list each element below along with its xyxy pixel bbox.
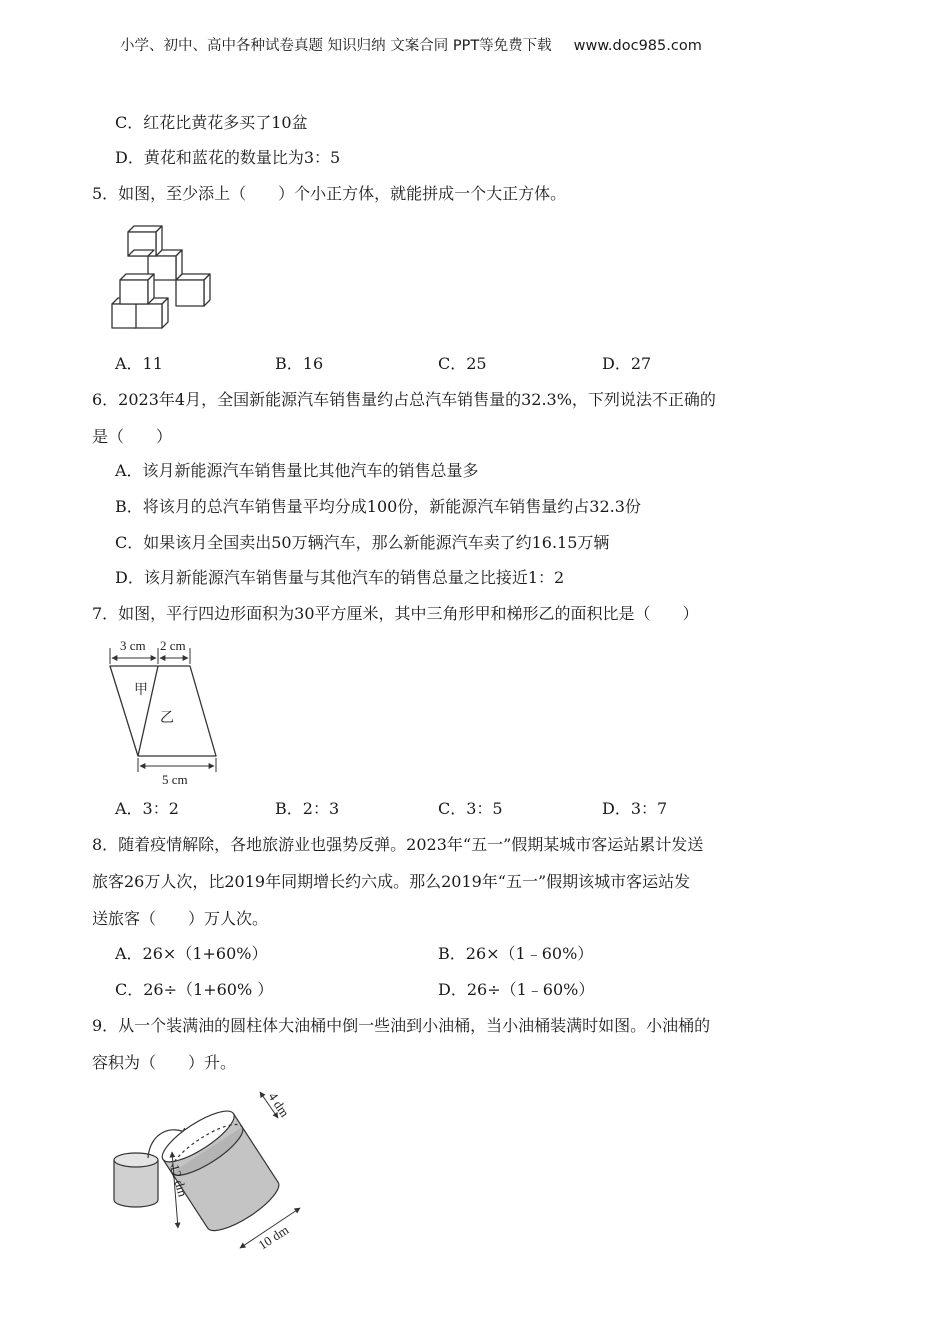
q7-stem: 7．如图，平行四边形面积为30平方厘米，其中三角形甲和梯形乙的面积比是（ ） [92, 604, 699, 623]
q7-region-yi: 乙 [160, 711, 174, 726]
q8-option-b[interactable]: B．26×（1﹣60%） [438, 944, 594, 963]
q7-option-c[interactable]: C．3：5 [438, 799, 503, 818]
q8-stem-line1: 8．随着疫情解除，各地旅游业也强势反弹。2023年“五一”假期某城市客运站累计发送 [92, 835, 704, 854]
q9-stem-line2: 容积为（ ）升。 [92, 1053, 237, 1072]
q4-option-d[interactable]: D．黄花和蓝花的数量比为3：5 [115, 148, 341, 167]
q9-oil-barrel-figure [108, 1088, 318, 1254]
q9-label-length: 10 dm [255, 1222, 292, 1253]
q6-option-d[interactable]: D．该月新能源汽车销售量与其他汽车的销售总量之比接近1：2 [115, 568, 565, 587]
q7-region-jia: 甲 [134, 683, 148, 698]
q7-option-d[interactable]: D．3：7 [602, 799, 668, 818]
q6-stem-line2: 是（ ） [92, 427, 173, 446]
q6-stem-line1: 6．2023年4月，全国新能源汽车销售量约占总汽车销售量的32.3%，下列说法不正确的 [92, 390, 716, 409]
q8-stem-line3: 送旅客（ ）万人次。 [92, 909, 269, 928]
q8-option-a[interactable]: A．26×（1+60%） [115, 944, 268, 963]
q5-option-b[interactable]: B．16 [275, 354, 324, 373]
q6-option-a[interactable]: A．该月新能源汽车销售量比其他汽车的销售总量多 [115, 461, 479, 480]
q7-label-right: 2 cm [160, 638, 186, 653]
q6-option-b[interactable]: B．将该月的总汽车销售量平均分成100份，新能源汽车销售量约占32.3份 [115, 497, 641, 516]
header-site: www.doc985.com [573, 38, 702, 54]
q5-cube-figure [110, 222, 220, 332]
q7-label-bottom: 5 cm [162, 772, 188, 787]
q9-stem-line1: 9．从一个装满油的圆柱体大油桶中倒一些油到小油桶，当小油桶装满时如图。小油桶的 [92, 1016, 711, 1035]
q6-option-c[interactable]: C．如果该月全国卖出50万辆汽车，那么新能源汽车卖了约16.15万辆 [115, 533, 610, 552]
q4-option-c[interactable]: C．红花比黄花多买了10盆 [115, 113, 308, 132]
q7-option-b[interactable]: B．2：3 [275, 799, 340, 818]
q9-label-diameter: 4 dm [265, 1089, 293, 1120]
q8-option-c[interactable]: C．26÷（1+60% ） [115, 980, 274, 999]
q9-label-height: 12 dm [167, 1162, 191, 1199]
q5-option-a[interactable]: A．11 [115, 354, 163, 373]
q7-option-a[interactable]: A．3：2 [115, 799, 179, 818]
page-header [120, 34, 840, 55]
q8-stem-line2: 旅客26万人次，比2019年同期增长约六成。那么2019年“五一”假期该城市客运站发 [92, 872, 691, 891]
header-text: 小学、初中、高中各种试卷真题 知识归纳 文案合同 PPT等免费下载 [120, 38, 552, 54]
q7-label-left: 3 cm [120, 638, 146, 653]
q5-stem: 5．如图，至少添上（ ）个小正方体，就能拼成一个大正方体。 [92, 184, 567, 203]
q8-option-d[interactable]: D．26÷（1﹣60%） [438, 980, 595, 999]
q5-option-c[interactable]: C．25 [438, 354, 487, 373]
q5-option-d[interactable]: D．27 [602, 354, 652, 373]
q7-parallelogram-figure [108, 636, 218, 788]
